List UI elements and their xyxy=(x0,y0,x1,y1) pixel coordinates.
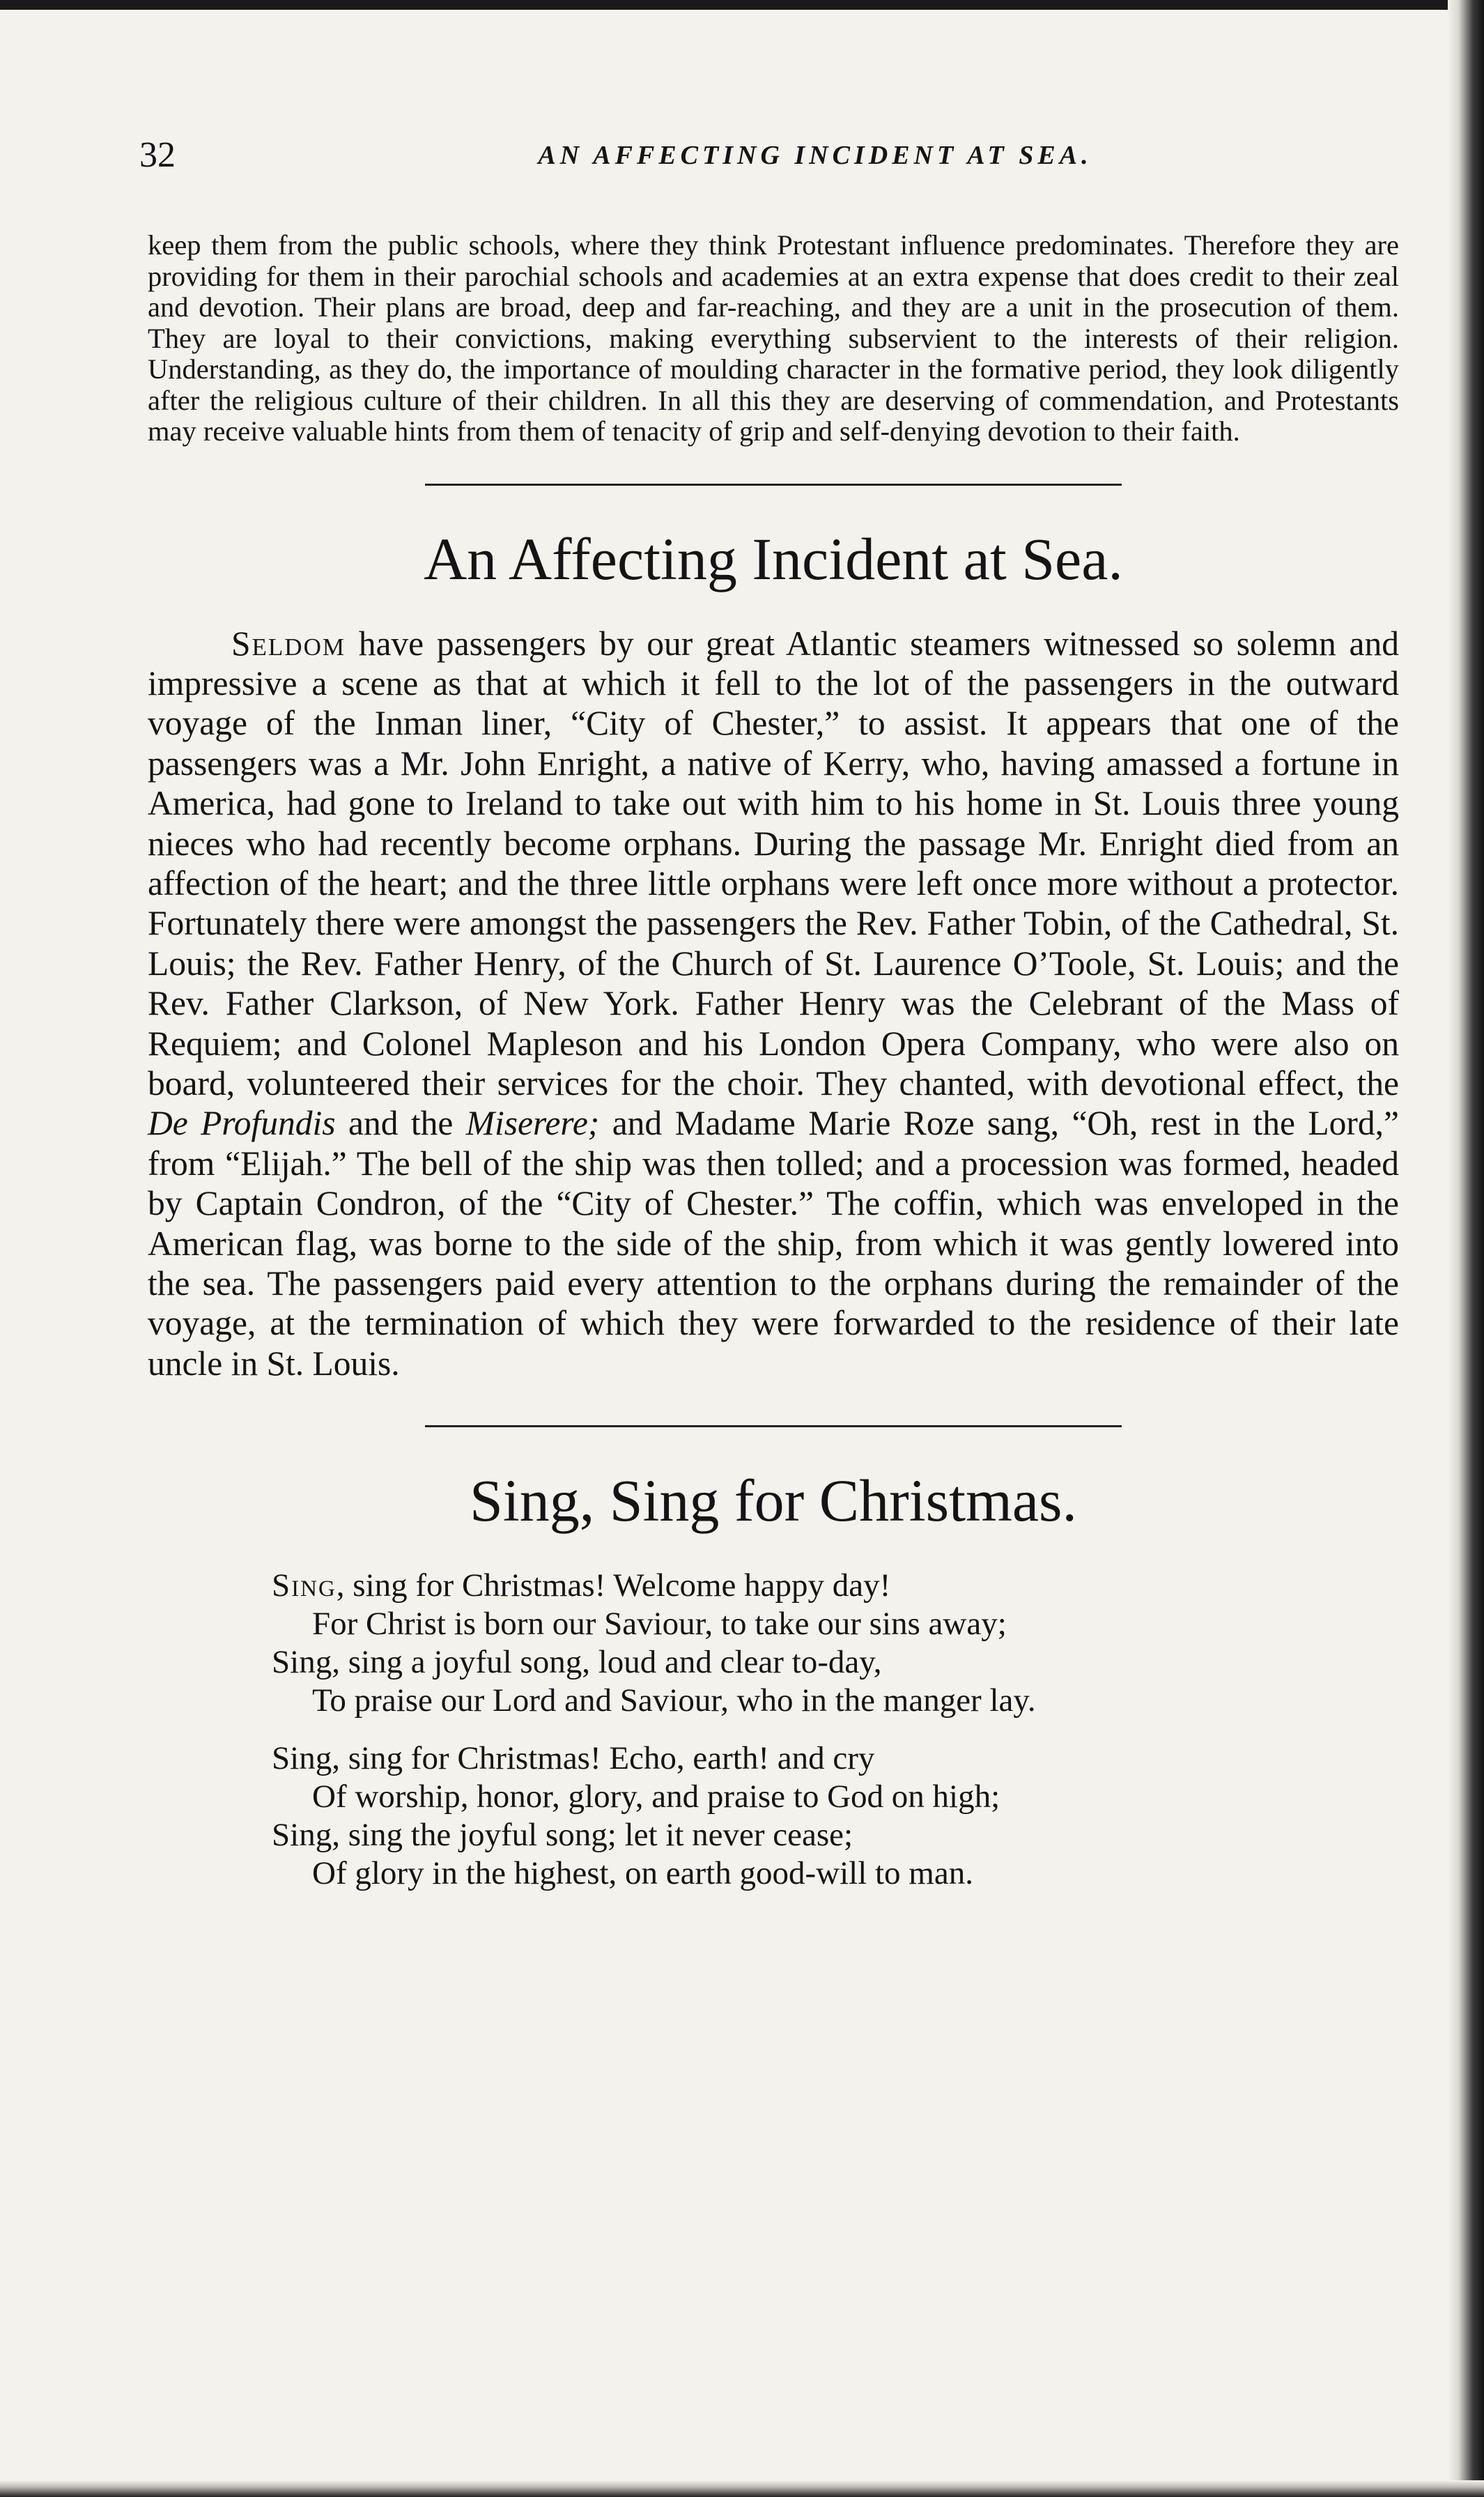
page-number: 32 xyxy=(139,135,176,175)
section-divider xyxy=(425,1425,1122,1427)
running-head xyxy=(139,131,1366,180)
poem-line: For Christ is born our Saviour, to take our sins away; xyxy=(312,1606,1007,1643)
section-divider xyxy=(425,484,1122,486)
running-title: AN AFFECTING INCIDENT AT SEA. xyxy=(538,141,1092,170)
article-text-part-2: and the xyxy=(335,1104,466,1143)
poem-line-rest: , sing for Christmas! Welcome happy day! xyxy=(336,1567,891,1604)
article-text-part-3: and Madame Marie Roze sang, “Oh, rest in the Lord,” from “Elijah.” The bell of the ship was then tolled; and a procession was formed, headed by Captain Condron, of the “City of Chester.” The coffin, which was enveloped in the American flag, was borne to the side of the ship, from which it was gently lowered into the sea. The passengers paid every attention to the orphans during the remainder of the voyage, at the termination of which they were forwarded to the residence of their late uncle in St. Louis. xyxy=(148,1104,1399,1383)
poem-line: Sing, sing for Christmas! Echo, earth! and cry xyxy=(272,1740,875,1777)
article-title: An Affecting Incident at Sea. xyxy=(424,525,1123,592)
article-italic-miserere: Miserere; xyxy=(465,1104,600,1143)
poem-line xyxy=(272,1567,1399,1605)
article-text-part-1: have passengers by our great Atlantic steamers witnessed so solemn and impressive a scene as that at which it fell to the lot of the passengers in the outward voyage of the Inman liner, “City of Chester,” to assist. It appears that one of the passengers was a Mr. John Enright, a native of Kerry, who, having amassed a fortune in America, had gone to Ireland to take out with him to his home in St. Louis three young nieces who had recently become orphans. During the passage Mr. Enright died from an affection of the heart; and the three little orphans were left once more without a protector. Fortunately there were amongst the passengers the Rev. Father Tobin, of the Cathedral, St. Louis; the Rev. Father Henry, of the Church of St. Laurence O’Toole, St. Louis; and the Rev. Father Clarkson, of New York. Father Henry was the Celebrant of the Mass of Requiem; and Colonel Mapleson and his London Opera Company, who were also on board, volunteered their services for the choir. They chanted, with devotional effect, the xyxy=(148,624,1399,1102)
page-edge-bottom xyxy=(0,2480,1484,2497)
poem-line: Of worship, honor, glory, and praise to God on high; xyxy=(312,1778,1000,1815)
poem-lead-word: Sing xyxy=(272,1567,337,1604)
poem-line: Sing, sing a joyful song, loud and clear to-day, xyxy=(272,1644,882,1681)
poem xyxy=(272,1567,1399,1893)
poem-line: Sing, sing the joyful song; let it never cease; xyxy=(272,1817,853,1854)
poem-line: Of glory in the highest, on earth good-will to man. xyxy=(312,1855,973,1892)
page-content xyxy=(148,230,1399,1912)
article-body xyxy=(148,624,1399,1384)
article-italic-de-profundis: De Profundis xyxy=(148,1104,336,1143)
continued-paragraph: keep them from the public schools, where they think Protestant influence predominates. Therefore they are providing for them in their parochial schools and academies at an extra expense that does credit to their zeal and devotion. Their plans are broad, deep and far-reaching, and they are a unit in the prosecution of them. They are loyal to their convictions, making everything subservient to the interests of their religion. Understanding, as they do, the importance of moulding character in the formative period, they look diligently after the religious culture of their children. In all this they are deserving of commendation, and Protestants may receive valuable hints from them of tenacity of grip and self-denying devotion to their faith. xyxy=(148,229,1399,447)
poem-title: Sing, Sing for Christmas. xyxy=(469,1467,1077,1535)
page-edge-right xyxy=(1448,0,1484,2497)
poem-line: To praise our Lord and Saviour, who in the manger lay. xyxy=(312,1682,1036,1719)
poem-stanza-2 xyxy=(272,1739,1399,1893)
poem-stanza-1 xyxy=(272,1567,1399,1720)
page-edge-top xyxy=(0,0,1484,10)
article-lead-word: Seldom xyxy=(231,624,346,663)
